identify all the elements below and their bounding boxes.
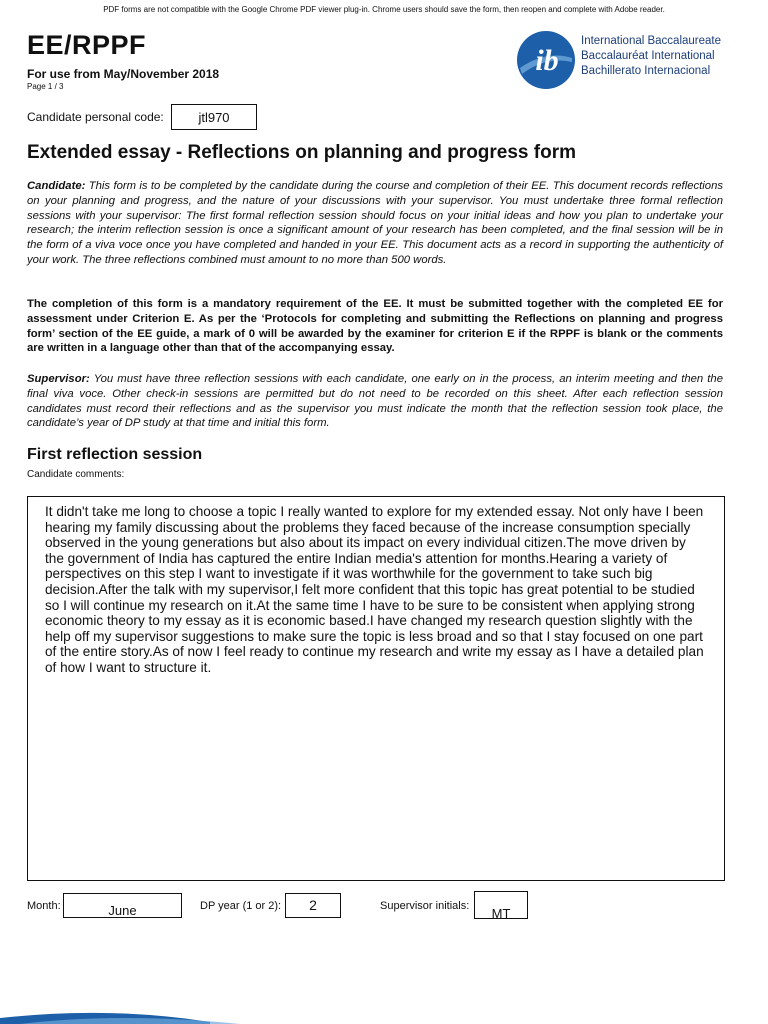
candidate-comments-label: Candidate comments: <box>27 469 125 480</box>
ib-logo-icon <box>514 28 578 92</box>
supervisor-initials-label: Supervisor initials: <box>380 900 470 912</box>
form-code: EE/RPPF <box>27 30 147 60</box>
page-number: Page 1 / 3 <box>27 82 64 91</box>
candidate-instructions-lead: Candidate: <box>27 180 86 192</box>
supervisor-instructions-text: You must have three reflection sessions with each candidate, one early on in the process, an interim meeting and then the final viva voce. Other check-in sessions are permitted but do not need to be recorded on this sheet. After each reflection session candidates must record their reflections and as the supervisor you must indicate the month that the reflection session took place, the candidate’s year of DP study at that time and initial this form. <box>27 373 723 430</box>
supervisor-instructions-lead: Supervisor: <box>27 373 90 385</box>
ib-name-fr: Baccalauréat International <box>581 50 715 62</box>
ib-logo-mark: ib <box>535 44 559 77</box>
ib-logo-text <box>581 34 721 79</box>
candidate-comments-field[interactable] <box>27 496 725 881</box>
page-title: Extended essay - Reflections on planning and progress form <box>27 142 576 163</box>
footer-wave-decoration <box>0 1008 768 1024</box>
mandatory-notice: The completion of this form is a mandatory requirement of the EE. It must be submitted together with the completed EE for assessment under Criterion E. As per the ‘Protocols for completing and submitting the Reflections on planning and progress form’ section of the EE guide, a mark of 0 will be awarded by the examiner for criterion E if the RPPF is blank or the comments are written in a language other than that of the accompanying essay. <box>27 298 723 355</box>
ib-name-en: International Baccalaureate <box>581 35 722 47</box>
compatibility-notice: PDF forms are not compatible with the Google Chrome PDF viewer plug-in. Chrome users should save the form, then reopen and complete with Adobe reader. <box>103 5 665 14</box>
month-label: Month: <box>27 900 61 912</box>
candidate-comments-text: It didn't take me long to choose a topic I really wanted to explore for my extended essay. Not only have I been hearing my family discussing about the problems they faced because of the increase consumption specially observed in the young generations but also about its impact on every individual citizen.The move driven by the government of India has captured the entire Indian media's attention for months.Hearing a variety of perspectives on this step I want to investigate if it was worthwhile for the government to take such big decision.After the talk with my supervisor,I felt more confident that this topic has great potential to be studied so I will continue my research on it.At the same time I have to be sure to be consistent when applying strong economic theory to my essay as it is economic based.I have changed my research question slightly with the help off my supervisor suggestions to make sure the topic is less broad and so that I stay focused on one part of the entire story.As of now I feel ready to continue my research and write my essay as I have a detailed plan of how I want to structure it. <box>45 504 704 675</box>
candidate-code-label: Candidate personal code: <box>27 110 164 124</box>
ib-name-es: Bachillerato Internacional <box>581 65 711 77</box>
ib-logo <box>514 28 734 92</box>
supervisor-initials-field[interactable]: MT <box>474 891 528 919</box>
first-session-title: First reflection session <box>27 446 203 463</box>
supervisor-instructions <box>27 372 723 431</box>
candidate-instructions <box>27 179 723 268</box>
use-from-date: For use from May/November 2018 <box>27 67 220 81</box>
dp-year-label: DP year (1 or 2): <box>200 900 282 912</box>
month-field[interactable]: June <box>63 893 182 918</box>
dp-year-field[interactable]: 2 <box>285 893 341 918</box>
candidate-code-field[interactable]: jtl970 <box>171 104 257 130</box>
candidate-instructions-text: This form is to be completed by the candidate during the course and completion of their EE. This document records reflections on your planning and progress, and the nature of your discussions with your supervisor. You must undertake three formal reflection sessions with your supervisor: The first formal reflection session should focus on your initial ideas and how you plan to undertake your research; the interim reflection session is once a significant amount of your research has been completed, and the final session will be in the form of a viva voce once you have completed and handed in your EE. This document acts as a record in supporting the authenticity of your work. The three reflections combined must amount to no more than 500 words. <box>27 180 723 266</box>
